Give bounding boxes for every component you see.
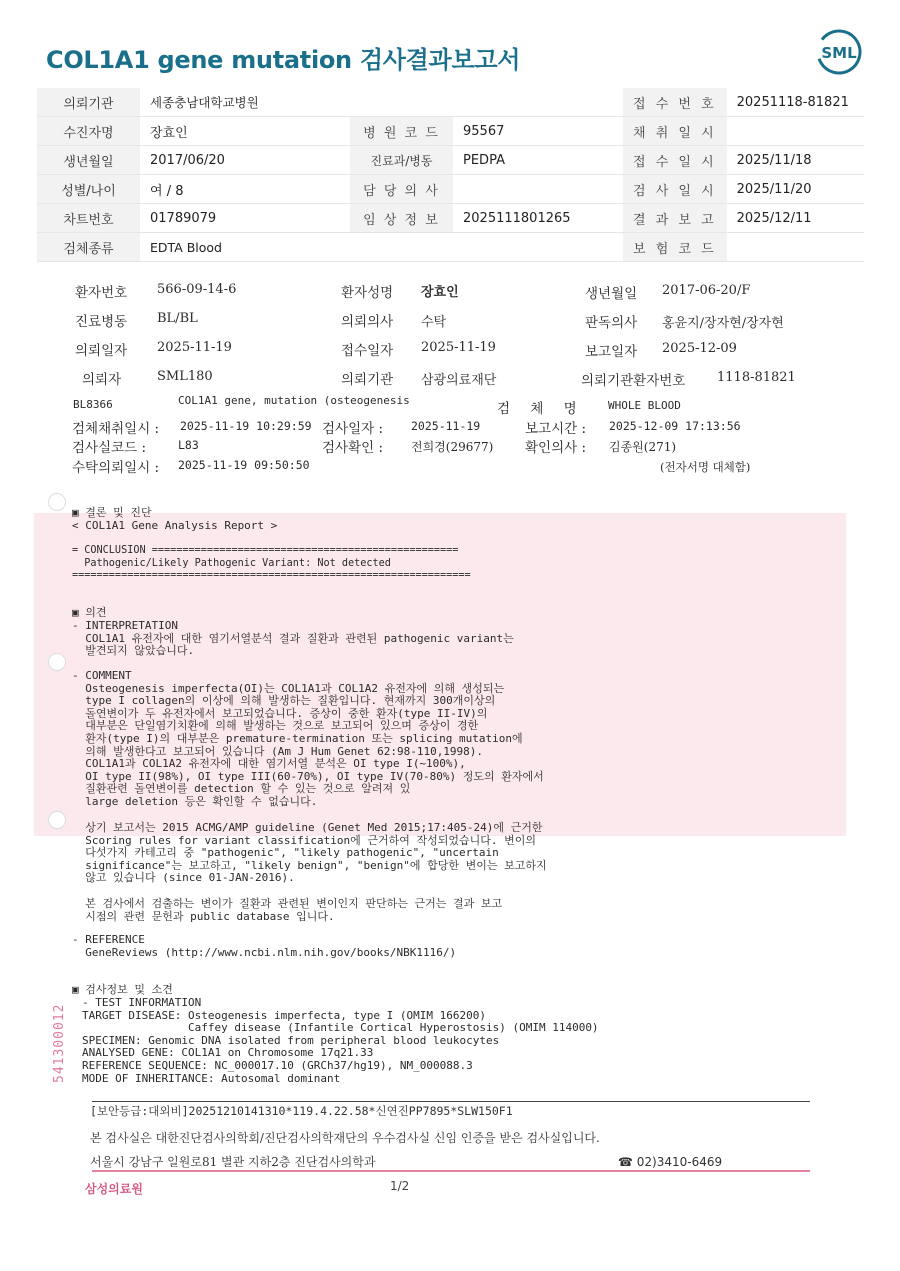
recv-date-label: 접수일자 <box>341 343 394 359</box>
dob-scan-label: 생년월일 <box>585 286 638 302</box>
requester-value: SML180 <box>157 369 213 384</box>
dob-label: 생년월일 <box>37 146 140 175</box>
ref-date-value: 2025-11-19 <box>157 340 232 355</box>
test-date-label: 검 사 일 시 <box>623 175 727 204</box>
interpretation-block: - INTERPRETATION COL1A1 유전자에 대한 염기서열분석 결과 질환과 관련된 pathogenic variant는 발견되지 않았습니다. <box>72 619 514 658</box>
patient-name-label: 환자성명 <box>341 285 394 301</box>
insurance-label: 보 험 코 드 <box>623 233 727 262</box>
dob-scan-value: 2017-06-20/F <box>662 283 751 298</box>
receipt-no-value: 20251118-81821 <box>727 88 864 117</box>
sml-logo <box>815 28 863 76</box>
dept-value: PEDPA <box>453 146 623 175</box>
analysis-report-subtitle: < COL1A1 Gene Analysis Report > <box>72 519 278 532</box>
test-name: COL1A1 gene, mutation (osteogenesis <box>178 394 410 407</box>
reference-block: - REFERENCE GeneReviews (http://www.ncbi.nlm.nih.gov/books/NBK1116/) <box>72 933 457 959</box>
pink-stamp-number: 541300012 <box>52 1003 67 1083</box>
patient-name-value: 장효인 <box>421 285 459 300</box>
chart-value: 01789079 <box>140 204 350 233</box>
esign-note: (전자서명 대체함) <box>660 460 751 474</box>
collect-time-value: 2025-11-19 10:29:59 <box>180 419 312 433</box>
report-label: 결 과 보 고 <box>623 204 727 233</box>
ref-doctor-label: 의뢰의사 <box>341 314 394 330</box>
clinical-value: 2025111801265 <box>453 204 623 233</box>
certification-line: 본 검사실은 대한진단검사의학회/진단검사의학재단의 우수검사실 신임 인증을 받은 검사실입니다. <box>90 1131 600 1145</box>
requester-label: 의뢰자 <box>82 372 122 388</box>
section-conclusion-title: ▣ 결론 및 진단 <box>72 506 152 519</box>
page-number: 1/2 <box>390 1179 410 1193</box>
test-date-scan-label: 검사일자 : <box>322 421 384 437</box>
report-time-value: 2025-12-09 17:13:56 <box>609 419 741 433</box>
sex-label: 성별/나이 <box>37 175 140 204</box>
test-date-scan-value: 2025-11-19 <box>411 419 481 433</box>
reading-doctor-label: 판독의사 <box>585 315 638 331</box>
insurance-value <box>727 233 864 262</box>
hospital-code-label: 병 원 코 드 <box>350 117 453 146</box>
chart-label: 차트번호 <box>37 204 140 233</box>
patient-no-value: 566-09-14-6 <box>157 282 237 297</box>
specimen-name-label: 검 체 명 <box>497 401 585 417</box>
consign-value: 2025-11-19 09:50:50 <box>178 458 310 472</box>
report-value: 2025/12/11 <box>727 204 864 233</box>
reading-doctor-value: 홍윤지/장자현/장자현 <box>662 316 784 331</box>
sex-value: 여 / 8 <box>140 175 350 204</box>
hospital-name: 삼성의료원 <box>85 1182 143 1196</box>
punch-hole <box>48 653 66 671</box>
ref-doctor-value: 수탁 <box>421 315 447 330</box>
collect-value <box>727 117 864 146</box>
recv-date-value: 2025-11-19 <box>421 340 496 355</box>
patient-label: 수진자명 <box>37 117 140 146</box>
punch-hole <box>48 493 66 511</box>
ref-inst-value: 삼광의료재단 <box>421 373 497 388</box>
patient-info-table <box>37 88 864 262</box>
specimen-label: 검체종류 <box>37 233 140 262</box>
ref-inst-label: 의뢰기관 <box>341 372 394 388</box>
receipt-no-label: 접 수 번 호 <box>623 88 727 117</box>
client-label: 의뢰기관 <box>37 88 140 117</box>
conclusion-block: = CONCLUSION ================================================== Pathogenic/Likely Pathogenic Variant: Not detected ================================================================= <box>72 545 471 582</box>
test-code: BL8366 <box>73 398 113 411</box>
section-test-info-title: ▣ 검사정보 및 소견 <box>72 983 173 996</box>
report-time-label: 보고시간 : <box>525 421 587 437</box>
clinical-label: 임 상 정 보 <box>350 204 453 233</box>
test-date-value: 2025/11/20 <box>727 175 864 204</box>
confirm-label: 검사확인 : <box>322 440 384 456</box>
basis-paragraph: 본 검사에서 검출하는 변이가 질환과 관련된 변이인지 판단하는 근거는 결과 보고 시점의 관련 문헌과 public database 입니다. <box>85 897 503 923</box>
doctor-value <box>453 175 623 204</box>
address-line: 서울시 강남구 일원로81 별관 지하2층 진단검사의학과 <box>90 1155 376 1169</box>
receipt-date-value: 2025/11/18 <box>727 146 864 175</box>
confirm-doctor-label: 확인의사 : <box>525 440 587 456</box>
client-value: 세종충남대학교병원 <box>140 88 623 117</box>
acmg-paragraph: 상기 보고서는 2015 ACMG/AMP guideline (Genet Med 2015;17:405-24)에 근거한 Scoring rules for variant classification에 근거하여 작성되었습니다. 변이의 다섯가지 카테고리 중 "pathogenic", "likely pathogenic", "uncertain significance"는 보고하고, "likely benign", "benign"에 합당한 변이는 보고하지 않고 있습니다 (since 01-JAN-2016). <box>85 821 547 885</box>
patient-no-label: 환자번호 <box>75 285 128 301</box>
ref-date-label: 의뢰일자 <box>75 343 128 359</box>
ref-inst-patient-no-label: 의뢰기관환자번호 <box>581 373 686 389</box>
punch-hole <box>48 811 66 829</box>
collect-label: 채 취 일 시 <box>623 117 727 146</box>
receipt-date-label: 접 수 일 시 <box>623 146 727 175</box>
test-information-block: - TEST INFORMATION TARGET DISEASE: Osteogenesis imperfecta, type I (OMIM 166200) Caffey disease (Infantile Cortical Hyperostosis) (OMIM 114000) SPECIMEN: Genomic DNA isolated from peripheral blood leukocytes ANALYSED GENE: COL1A1 on Chromosome 17q21.33 REFERENCE SEQUENCE: NC_000017.10 (GRCh37/hg19), NM_000088.3 MODE OF INHERITANCE: Autosomal dominant <box>82 996 599 1085</box>
confirm-doctor-value: 김종원(271) <box>609 440 677 454</box>
hospital-code-value: 95567 <box>453 117 623 146</box>
security-line: [보안등급:대외비]20251210141310*119.4.22.58*신연진PP7895*SLW150F1 <box>90 1104 513 1118</box>
footer-pink-rule <box>92 1170 810 1172</box>
doctor-label: 담 당 의 사 <box>350 175 453 204</box>
specimen-name-value: WHOLE BLOOD <box>608 399 681 412</box>
footer-rule <box>92 1101 810 1102</box>
report-date-label: 보고일자 <box>585 344 638 360</box>
patient-value: 장효인 <box>140 117 350 146</box>
collect-time-label: 검체채취일시 : <box>72 421 160 437</box>
svg-text:SML: SML <box>821 44 857 62</box>
report-date-value: 2025-12-09 <box>662 341 737 356</box>
document-title: COL1A1 gene mutation 검사결과보고서 <box>46 46 521 74</box>
ref-inst-patient-no-value: 1118-81821 <box>717 370 796 385</box>
consign-label: 수탁의뢰일시 : <box>72 460 160 476</box>
dob-value: 2017/06/20 <box>140 146 350 175</box>
lab-code-label: 검사실코드 : <box>72 440 147 456</box>
confirm-value: 전희경(29677) <box>411 440 494 454</box>
specimen-value: EDTA Blood <box>140 233 623 262</box>
ward-value: BL/BL <box>157 311 198 326</box>
phone-line: ☎ 02)3410-6469 <box>618 1155 723 1169</box>
dept-label: 진료과/병동 <box>350 146 453 175</box>
section-opinion-title: ▣ 의견 <box>72 606 107 619</box>
ward-label: 진료병동 <box>75 314 128 330</box>
comment-block: - COMMENT Osteogenesis imperfecta(OI)는 COL1A1과 COL1A2 유전자에 의해 생성되는 type I collagen의 이상에 의해 발생하는 질환입니다. 현재까지 300개이상의 돌연변이가 두 유전자에서 보고되었습니다. 증상이 중한 환자(type II-IV)의 대부분은 단일염기치환에 의해 발생하는 것으로 보고되어 있으며 증상이 경한 환자(type I)의 대부분은 premature-termination 또는 splicing mutation에 의해 발생한다고 보고되어 있습니다 (Am J Hum Genet 62:98-110,1998). COL1A1과 COL1A2 유전자에 대한 염기서열 분석은 OI type I(~100%), OI type II(98%), OI type III(60-70%), OI type IV(70-80%) 정도의 환자에서 질환관련 돌연변이를 detection 할 수 있는 것으로 알려져 있 large deletion 등은 확인할 수 없습니다. <box>72 669 544 808</box>
lab-code-value: L83 <box>178 438 199 452</box>
